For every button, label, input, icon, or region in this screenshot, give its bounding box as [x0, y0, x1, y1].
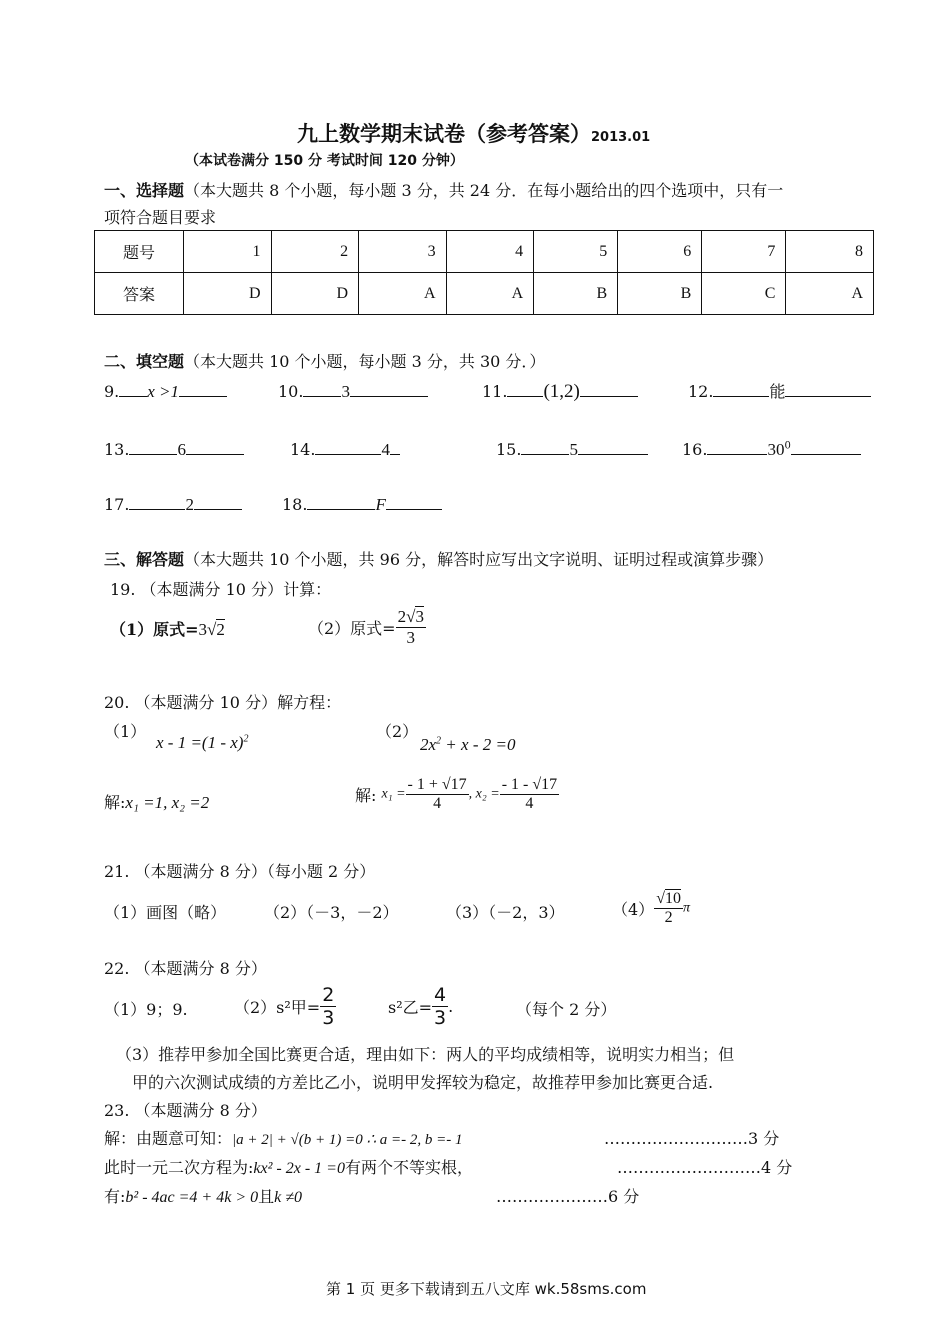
item-number: 15. [496, 440, 522, 459]
q23-line2-tail: 有两个不等实根， [344, 1158, 473, 1177]
section2-line [104, 349, 545, 372]
q22-p3-line2: 甲的六次测试成绩的方差比乙小，说明甲发挥较为稳定，故推荐甲参加比赛更合适. [132, 1073, 714, 1092]
fill-item-16 [682, 436, 861, 460]
item-number: 17. [104, 495, 130, 514]
q19-p2-num-rad: 3 [415, 607, 424, 626]
q21-title: 21. （本题满分 8 分）（每小题 2 分） [104, 862, 376, 881]
table-cell: A [359, 273, 447, 315]
q23-line3-math2: k ≠0 [274, 1189, 303, 1206]
q22-p1: （1）9；9. [104, 1000, 188, 1019]
item-answer: 4 [381, 440, 390, 459]
item-answer: (1,2) [543, 381, 580, 402]
answer-table [94, 230, 874, 315]
fill-item-10 [278, 378, 428, 402]
title-date: 2013.01 [591, 130, 651, 145]
q21-p4-rad: 10 [664, 890, 681, 907]
item-answer: 6 [177, 440, 186, 459]
sol-den1: 4 [433, 795, 442, 812]
section3-line [104, 547, 773, 570]
table-cell: C [702, 273, 786, 315]
fill-item-17 [104, 491, 242, 515]
q23-line2-text: 此时一元二次方程为: [104, 1158, 254, 1177]
table-cell: A [786, 273, 874, 315]
q20-p2-eq [420, 735, 515, 755]
q22-p2b-tail: . [448, 997, 454, 1016]
sol-value: x₁ =1, x₂ =2 [125, 793, 210, 812]
item-number: 9. [104, 382, 120, 401]
q22-note: （每个 2 分） [516, 1000, 617, 1019]
page-footer: 第 1 页 更多下载请到五八文库 wk.58sms.com [326, 1280, 647, 1298]
q23-line3-math: b² - 4ac =4 + 4k > 0 [125, 1189, 259, 1206]
sol-num2: - 1 - √17 [501, 776, 558, 793]
eq-text: 2x [420, 735, 437, 754]
table-cell: A [446, 273, 534, 315]
table-row-numbers [95, 231, 874, 273]
item-answer: x >1 [147, 382, 180, 401]
table-header-answer: 答案 [95, 273, 184, 315]
section1-desc: （本大题共 8 个小题，每小题 3 分，共 24 分．在每小题给出的四个选项中，只有一 [184, 181, 784, 200]
q22-p2-den: 3 [322, 1007, 335, 1029]
item-answer: 能 [769, 382, 786, 401]
item-number: 12. [688, 382, 714, 401]
item-number: 13. [104, 440, 130, 459]
q23-line1-score: ………………………3 分 [604, 1129, 780, 1148]
section1-heading: 一、选择题 [104, 181, 185, 200]
item-number: 10. [278, 382, 304, 401]
fill-item-12 [688, 378, 871, 402]
q22-p2b-den: 3 [434, 1007, 447, 1029]
sol-label: 解: [104, 793, 126, 812]
item-answer: 2 [185, 495, 194, 514]
fill-item-14 [290, 436, 400, 460]
eq-exp: 2 [436, 735, 442, 747]
q23-line2 [104, 1155, 473, 1178]
item-answer: 5 [569, 440, 578, 459]
q22-p2 [234, 984, 336, 1029]
q19-part2: （2）原式= $\frac{2√3}{3}$ [308, 607, 424, 647]
item-answer: F [375, 495, 386, 514]
q22-p3-line1: （3）推荐甲参加全国比赛更合适，理由如下：两人的平均成绩相等，说明实力相当；但 [116, 1045, 735, 1064]
fill-item-18 [282, 491, 442, 515]
q19-p2-num-coef: 2 [397, 607, 407, 626]
q19-p1-coef: 3 [198, 620, 208, 639]
q23-line1-text: 解：由题意可知： [104, 1129, 233, 1148]
q22-p2b-label: s²乙= [388, 998, 433, 1017]
q23-line3-tail: 且 [258, 1187, 275, 1206]
table-cell: D [184, 273, 272, 315]
q23-line2-math: kx² - 2x - 1 =0 [253, 1160, 345, 1177]
q22-p2-label: （2）s²甲= [234, 998, 321, 1017]
q22-p2b-num: 4 [434, 984, 447, 1006]
fill-item-13 [104, 436, 244, 460]
q23-line3 [104, 1184, 302, 1207]
q23-line3-text: 有: [104, 1187, 126, 1206]
q19-p2-den: 3 [406, 628, 416, 647]
section1-desc-line2: 项符合题目要求 [104, 208, 217, 227]
table-cell: 1 [184, 231, 272, 273]
page-subtitle: （本试卷满分 150 分 考试时间 120 分钟） [185, 153, 464, 169]
q22-p2-num: 2 [322, 984, 335, 1006]
title-text: 九上数学期末试卷（参考答案） [297, 121, 591, 146]
q19-p1-rad: 2 [216, 620, 225, 639]
table-cell: 3 [359, 231, 447, 273]
q20-title: 20. （本题满分 10 分）解方程： [104, 693, 342, 712]
q20-p1-eq [156, 733, 248, 753]
table-cell: 4 [446, 231, 534, 273]
item-answer: 30 [767, 440, 785, 459]
section2-desc: （本大题共 10 个小题，每小题 3 分，共 30 分．） [184, 352, 546, 371]
table-cell: 5 [534, 231, 618, 273]
fill-item-9 [104, 378, 227, 402]
section2-heading: 二、填空题 [104, 352, 185, 371]
q19-p1-label: （1）原式= [110, 620, 199, 639]
section1-line1 [104, 178, 783, 201]
q21-p4-label: （4） [612, 900, 655, 919]
q21-p4-pi: π [682, 900, 690, 916]
q23-title: 23. （本题满分 8 分） [104, 1101, 267, 1120]
table-cell: B [534, 273, 618, 315]
item-answer-sup: 0 [784, 440, 791, 452]
q19-title: 19. （本题满分 10 分）计算： [110, 580, 332, 599]
q19-p2-label: （2）原式= [308, 619, 396, 638]
table-row-answers [95, 273, 874, 315]
q21-p1: （1）画图（略） [104, 903, 227, 922]
table-cell: 7 [702, 231, 786, 273]
table-cell: 6 [618, 231, 702, 273]
eq-text: + x - 2 =0 [441, 735, 516, 754]
q23-line1-math: |a + 2| + √(b + 1) =0 ∴ a =- 2, b =- 1 [232, 1132, 463, 1148]
eq-text: x - 1 =(1 - x) [156, 733, 244, 752]
q21-p2: （2）（－3，－2） [264, 903, 399, 922]
table-header-number: 题号 [95, 231, 184, 273]
q20-sol2 [355, 776, 559, 813]
q20-sol1 [104, 790, 209, 813]
q20-p1-label: （1） [104, 722, 147, 741]
fill-item-15 [496, 436, 648, 460]
q23-line1 [104, 1126, 463, 1149]
sol-den2: 4 [525, 795, 534, 812]
table-cell: 8 [786, 231, 874, 273]
page-title [297, 118, 650, 148]
table-cell: B [618, 273, 702, 315]
section3-desc: （本大题共 10 个小题，共 96 分，解答时应写出文字说明、证明过程或演算步骤） [184, 550, 774, 569]
eq-exp: 2 [243, 733, 249, 745]
sol-x1: x₁ = [381, 786, 406, 802]
q21-p4-den: 2 [664, 909, 673, 926]
table-cell: 2 [271, 231, 359, 273]
q21-p4: （4） $\frac{√10}{2}$ π [612, 890, 690, 926]
sol-label: 解: [355, 786, 377, 805]
q22-p2b [388, 984, 453, 1029]
q23-line3-score: …………………6 分 [496, 1187, 640, 1206]
table-cell: D [271, 273, 359, 315]
sol-x2: , x₂ = [468, 786, 500, 802]
q21-p3: （3）（－2，3） [446, 903, 565, 922]
item-number: 16. [682, 440, 708, 459]
q20-p2-label: （2） [376, 722, 419, 741]
item-number: 11. [482, 382, 508, 401]
fill-item-11 [482, 378, 638, 403]
item-number: 18. [282, 495, 308, 514]
section3-heading: 三、解答题 [104, 550, 185, 569]
item-number: 14. [290, 440, 316, 459]
q23-line2-score: ………………………4 分 [617, 1158, 793, 1177]
item-answer: 3 [341, 382, 350, 401]
q19-part1: （1）原式=3√2 [110, 620, 225, 639]
q22-title: 22. （本题满分 8 分） [104, 959, 267, 978]
sol-num1: - 1 + √17 [407, 776, 467, 793]
